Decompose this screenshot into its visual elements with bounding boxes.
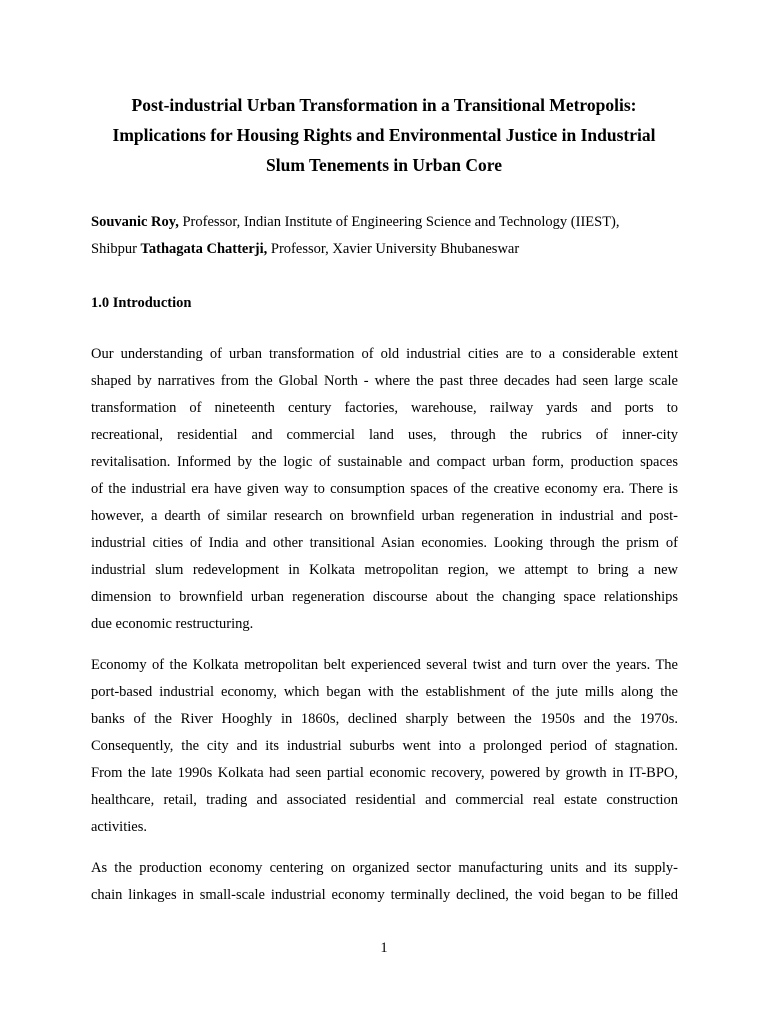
author-name: Souvanic Roy,: [91, 214, 179, 230]
text-line: however, a dearth of similar research on brownfield urban regeneration in industrial and post-: [91, 508, 678, 524]
text-line: recreational, residential and commercial land uses, through the rubrics of inner-city: [91, 427, 678, 443]
paper-title: [60, 90, 708, 180]
text-line: Economy of the Kolkata metropolitan belt experienced several twist and turn over the years. The: [91, 657, 678, 673]
author-line: [91, 236, 691, 263]
text-line: Consequently, the city and its industrial suburbs went into a prolonged period of stagnation.: [91, 738, 678, 754]
page-number: 1: [380, 940, 388, 956]
section-heading: 1.0 Introduction: [91, 295, 192, 311]
text-line: From the late 1990s Kolkata had seen partial economic recovery, powered by growth in IT-BPO,: [91, 765, 678, 781]
text-line: As the production economy centering on organized sector manufacturing units and its supply-: [91, 860, 678, 876]
text-line: banks of the River Hooghly in 1860s, declined sharply between the 1950s and the 1970s.: [91, 711, 678, 727]
title-line: Implications for Housing Rights and Environmental Justice in Industrial: [112, 125, 656, 145]
paragraph: [91, 855, 678, 909]
author-name: Tathagata Chatterji,: [140, 241, 268, 257]
paragraph: [91, 341, 678, 638]
text-line: industrial cities of India and other transitional Asian economies. Looking through the prism of: [91, 535, 678, 551]
author-line: [91, 209, 691, 236]
author-affiliation: Shibpur: [91, 241, 141, 257]
text-line: revitalisation. Informed by the logic of sustainable and compact urban form, production spaces: [91, 454, 678, 470]
text-line: dimension to brownfield urban regeneration discourse about the changing space relationships: [91, 589, 678, 605]
text-line: transformation of nineteenth century factories, warehouse, railway yards and ports to: [91, 400, 678, 416]
text-line: shaped by narratives from the Global North - where the past three decades had seen large scale: [91, 373, 678, 389]
paragraph: [91, 652, 678, 841]
text-line: chain linkages in small-scale industrial economy terminally declined, the void began to be filled: [91, 887, 678, 903]
text-line: of the industrial era have given way to consumption spaces of the creative economy era. There is: [91, 481, 678, 497]
author-affiliation: Professor, Indian Institute of Engineering Science and Technology (IIEST),: [178, 214, 620, 230]
author-affiliation: Professor, Xavier University Bhubaneswar: [267, 241, 520, 257]
title-line: Slum Tenements in Urban Core: [266, 155, 502, 175]
text-line: activities.: [91, 819, 147, 835]
text-line: healthcare, retail, trading and associated residential and commercial real estate construction: [91, 792, 678, 808]
text-line: industrial slum redevelopment in Kolkata metropolitan region, we attempt to bring a new: [91, 562, 678, 578]
text-line: Our understanding of urban transformation of old industrial cities are to a considerable extent: [91, 346, 678, 362]
text-line: port-based industrial economy, which began with the establishment of the jute mills along the: [91, 684, 678, 700]
title-line: Post-industrial Urban Transformation in a Transitional Metropolis:: [131, 95, 637, 115]
text-line: due economic restructuring.: [91, 616, 254, 632]
author-block: [91, 209, 691, 263]
